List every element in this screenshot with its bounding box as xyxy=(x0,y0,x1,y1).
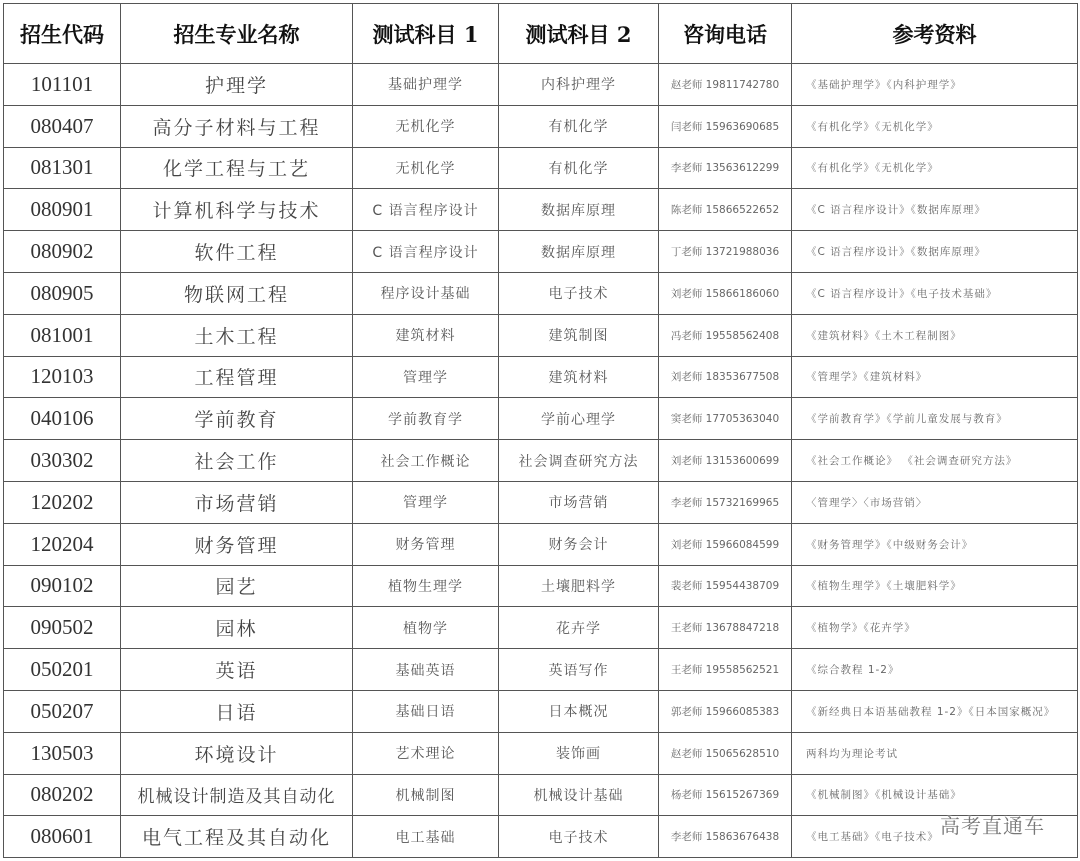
cell-subject-2: 电子技术 xyxy=(499,272,659,314)
cell-subject-2: 财务会计 xyxy=(499,523,659,565)
table-row xyxy=(4,774,1078,816)
cell-subject-2: 有机化学 xyxy=(499,147,659,189)
table-row xyxy=(4,314,1078,356)
cell-major-name: 园林 xyxy=(121,607,353,649)
cell-subject-2: 土壤肥料学 xyxy=(499,565,659,607)
cell-subject-1: 建筑材料 xyxy=(353,314,499,356)
cell-subject-2: 电子技术 xyxy=(499,816,659,858)
table-row xyxy=(4,816,1078,858)
cell-code: 130503 xyxy=(4,732,121,774)
cell-major-name: 电气工程及其自动化 xyxy=(121,816,353,858)
cell-reference: 《社会工作概论》 《社会调查研究方法》 xyxy=(792,440,1078,482)
cell-major-name: 软件工程 xyxy=(121,231,353,273)
cell-subject-1: 程序设计基础 xyxy=(353,272,499,314)
table-row xyxy=(4,64,1078,106)
cell-major-name: 学前教育 xyxy=(121,398,353,440)
cell-subject-1: 财务管理 xyxy=(353,523,499,565)
cell-reference: 《管理学》《建筑材料》 xyxy=(792,356,1078,398)
cell-reference: 《C 语言程序设计》《电子技术基础》 xyxy=(792,272,1078,314)
header-row xyxy=(4,4,1078,64)
header-major-name: 招生专业名称 xyxy=(121,4,353,64)
cell-major-name: 日语 xyxy=(121,690,353,732)
cell-subject-1: 基础护理学 xyxy=(353,64,499,106)
cell-code: 040106 xyxy=(4,398,121,440)
cell-phone: 闫老师 15963690685 xyxy=(659,105,792,147)
cell-code: 101101 xyxy=(4,64,121,106)
cell-reference: 〈管理学〉〈市场营销〉 xyxy=(792,481,1078,523)
cell-major-name: 环境设计 xyxy=(121,732,353,774)
cell-code: 030302 xyxy=(4,440,121,482)
table-row xyxy=(4,523,1078,565)
cell-major-name: 化学工程与工艺 xyxy=(121,147,353,189)
table-row xyxy=(4,147,1078,189)
cell-subject-2: 学前心理学 xyxy=(499,398,659,440)
cell-phone: 郭老师 15966085383 xyxy=(659,690,792,732)
cell-subject-1: 社会工作概论 xyxy=(353,440,499,482)
cell-subject-1: 基础英语 xyxy=(353,649,499,691)
cell-subject-1: 电工基础 xyxy=(353,816,499,858)
header-code: 招生代码 xyxy=(4,4,121,64)
cell-phone: 冯老师 19558562408 xyxy=(659,314,792,356)
cell-code: 080202 xyxy=(4,774,121,816)
table-row xyxy=(4,231,1078,273)
cell-subject-2: 社会调查研究方法 xyxy=(499,440,659,482)
cell-phone: 陈老师 15866522652 xyxy=(659,189,792,231)
cell-subject-1: 管理学 xyxy=(353,481,499,523)
table-row xyxy=(4,356,1078,398)
table-row xyxy=(4,690,1078,732)
table-row xyxy=(4,440,1078,482)
cell-major-name: 社会工作 xyxy=(121,440,353,482)
table-row xyxy=(4,732,1078,774)
cell-code: 090502 xyxy=(4,607,121,649)
cell-code: 080902 xyxy=(4,231,121,273)
cell-code: 120202 xyxy=(4,481,121,523)
cell-subject-2: 机械设计基础 xyxy=(499,774,659,816)
cell-phone: 李老师 13563612299 xyxy=(659,147,792,189)
table-row xyxy=(4,649,1078,691)
cell-reference: 《植物生理学》《土壤肥料学》 xyxy=(792,565,1078,607)
table-row xyxy=(4,398,1078,440)
cell-subject-2: 数据库原理 xyxy=(499,189,659,231)
cell-reference: 《有机化学》《无机化学》 xyxy=(792,147,1078,189)
table-body xyxy=(4,64,1078,858)
cell-reference: 《电工基础》《电子技术》 xyxy=(792,816,1078,858)
cell-phone: 李老师 15863676438 xyxy=(659,816,792,858)
cell-code: 080407 xyxy=(4,105,121,147)
cell-reference: 两科均为理论考试 xyxy=(792,732,1078,774)
cell-subject-1: C 语言程序设计 xyxy=(353,189,499,231)
header-subject-2: 测试科目 2 xyxy=(499,4,659,64)
cell-subject-2: 数据库原理 xyxy=(499,231,659,273)
cell-phone: 刘老师 13153600699 xyxy=(659,440,792,482)
cell-reference: 《机械制图》《机械设计基础》 xyxy=(792,774,1078,816)
cell-subject-1: 机械制图 xyxy=(353,774,499,816)
cell-phone: 王老师 19558562521 xyxy=(659,649,792,691)
cell-major-name: 土木工程 xyxy=(121,314,353,356)
cell-phone: 丁老师 13721988036 xyxy=(659,231,792,273)
cell-phone: 李老师 15732169965 xyxy=(659,481,792,523)
cell-reference: 《有机化学》《无机化学》 xyxy=(792,105,1078,147)
table-row xyxy=(4,189,1078,231)
table-row xyxy=(4,272,1078,314)
cell-subject-1: 学前教育学 xyxy=(353,398,499,440)
cell-major-name: 市场营销 xyxy=(121,481,353,523)
cell-phone: 刘老师 15866186060 xyxy=(659,272,792,314)
cell-subject-2: 英语写作 xyxy=(499,649,659,691)
cell-major-name: 机械设计制造及其自动化 xyxy=(121,774,353,816)
cell-major-name: 物联网工程 xyxy=(121,272,353,314)
cell-major-name: 高分子材料与工程 xyxy=(121,105,353,147)
cell-code: 080905 xyxy=(4,272,121,314)
header-subject-1: 测试科目 1 xyxy=(353,4,499,64)
cell-phone: 杨老师 15615267369 xyxy=(659,774,792,816)
cell-code: 081301 xyxy=(4,147,121,189)
cell-phone: 刘老师 15966084599 xyxy=(659,523,792,565)
cell-subject-2: 建筑制图 xyxy=(499,314,659,356)
cell-phone: 窦老师 17705363040 xyxy=(659,398,792,440)
cell-major-name: 工程管理 xyxy=(121,356,353,398)
cell-subject-2: 市场营销 xyxy=(499,481,659,523)
table-header xyxy=(4,4,1078,64)
cell-subject-1: 艺术理论 xyxy=(353,732,499,774)
cell-code: 050201 xyxy=(4,649,121,691)
cell-code: 050207 xyxy=(4,690,121,732)
cell-subject-1: 基础日语 xyxy=(353,690,499,732)
cell-subject-2: 内科护理学 xyxy=(499,64,659,106)
cell-reference: 《基础护理学》《内科护理学》 xyxy=(792,64,1078,106)
cell-reference: 《财务管理学》《中级财务会计》 xyxy=(792,523,1078,565)
cell-phone: 刘老师 18353677508 xyxy=(659,356,792,398)
cell-code: 080901 xyxy=(4,189,121,231)
cell-reference: 《C 语言程序设计》《数据库原理》 xyxy=(792,189,1078,231)
cell-phone: 赵老师 19811742780 xyxy=(659,64,792,106)
cell-subject-1: 无机化学 xyxy=(353,147,499,189)
cell-code: 120103 xyxy=(4,356,121,398)
cell-major-name: 财务管理 xyxy=(121,523,353,565)
cell-major-name: 英语 xyxy=(121,649,353,691)
cell-subject-2: 花卉学 xyxy=(499,607,659,649)
cell-subject-1: C 语言程序设计 xyxy=(353,231,499,273)
cell-major-name: 护理学 xyxy=(121,64,353,106)
cell-code: 080601 xyxy=(4,816,121,858)
cell-code: 090102 xyxy=(4,565,121,607)
table-row xyxy=(4,565,1078,607)
cell-reference: 《综合教程 1-2》 xyxy=(792,649,1078,691)
cell-major-name: 计算机科学与技术 xyxy=(121,189,353,231)
header-reference: 参考资料 xyxy=(792,4,1078,64)
cell-code: 120204 xyxy=(4,523,121,565)
cell-phone: 赵老师 15065628510 xyxy=(659,732,792,774)
cell-subject-1: 管理学 xyxy=(353,356,499,398)
table-row xyxy=(4,105,1078,147)
cell-phone: 王老师 13678847218 xyxy=(659,607,792,649)
cell-major-name: 园艺 xyxy=(121,565,353,607)
cell-phone: 裴老师 15954438709 xyxy=(659,565,792,607)
cell-subject-2: 装饰画 xyxy=(499,732,659,774)
cell-reference: 《建筑材料》《土木工程制图》 xyxy=(792,314,1078,356)
cell-code: 081001 xyxy=(4,314,121,356)
cell-reference: 《学前教育学》《学前儿童发展与教育》 xyxy=(792,398,1078,440)
cell-reference: 《植物学》《花卉学》 xyxy=(792,607,1078,649)
cell-subject-2: 日本概况 xyxy=(499,690,659,732)
cell-subject-1: 植物学 xyxy=(353,607,499,649)
cell-subject-1: 植物生理学 xyxy=(353,565,499,607)
cell-subject-2: 建筑材料 xyxy=(499,356,659,398)
cell-reference: 《C 语言程序设计》《数据库原理》 xyxy=(792,231,1078,273)
cell-subject-2: 有机化学 xyxy=(499,105,659,147)
admissions-table xyxy=(3,3,1078,858)
header-phone: 咨询电话 xyxy=(659,4,792,64)
cell-reference: 《新经典日本语基础教程 1-2》《日本国家概况》 xyxy=(792,690,1078,732)
watermark: 高考直通车 xyxy=(940,814,1045,838)
cell-subject-1: 无机化学 xyxy=(353,105,499,147)
table-row xyxy=(4,607,1078,649)
table-row xyxy=(4,481,1078,523)
